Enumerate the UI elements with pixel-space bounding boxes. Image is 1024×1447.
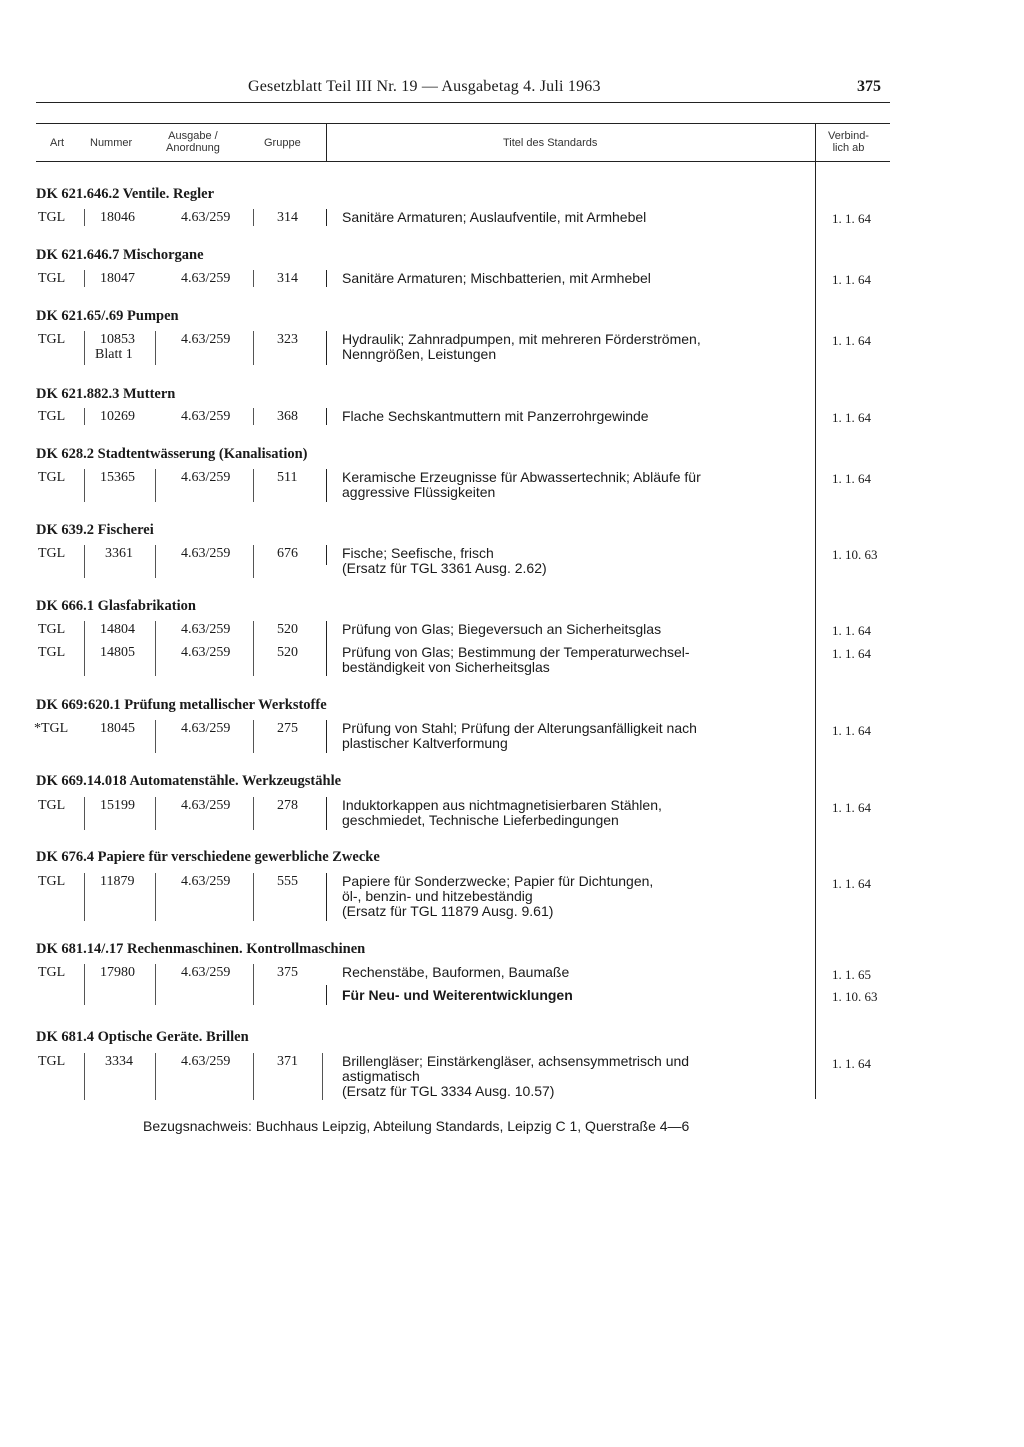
section-heading: DK 628.2 Stadtentwässerung (Kanalisation) (36, 446, 308, 462)
header-title: Gesetzblatt Teil III Nr. 19 — Ausgabetag 4. Juli 1963 (248, 78, 601, 95)
col-header-art: Art (50, 137, 65, 149)
row-ausgabe: 4.63/259 (181, 470, 231, 485)
row-gruppe: 371 (277, 1054, 298, 1069)
row-art: TGL (38, 798, 66, 813)
section-heading: DK 621.646.7 Mischorgane (36, 247, 204, 263)
row-nummer: 11879 (100, 874, 135, 889)
row-date: 1. 1. 64 (832, 333, 871, 348)
row-art: TGL (38, 546, 66, 561)
row-art: *TGL (34, 721, 69, 736)
row-nummer: 18047 (100, 271, 135, 286)
col-header-titel: Titel des Standards (503, 137, 598, 149)
row-art: TGL (38, 332, 66, 347)
row-nummer: 10269 (100, 409, 135, 424)
row-nummer: 3334 (105, 1054, 133, 1069)
row-title-line: Prüfung von Glas; Bestimmung der Temperaturwechsel- (342, 644, 690, 660)
row-title-line: Sanitäre Armaturen; Auslaufventile, mit Armhebel (342, 209, 647, 225)
row-ausgabe: 4.63/259 (181, 721, 231, 736)
footer-note: Bezugsnachweis: Buchhaus Leipzig, Abteilung Standards, Leipzig C 1, Querstraße 4—6 (143, 1118, 690, 1134)
section-heading: DK 669:620.1 Prüfung metallischer Werkstoffe (36, 697, 327, 713)
row-ausgabe: 4.63/259 (181, 332, 231, 347)
row-art: TGL (38, 874, 66, 889)
row-ausgabe: 4.63/259 (181, 409, 231, 424)
row-gruppe: 511 (277, 470, 298, 485)
row-ausgabe: 4.63/259 (181, 1054, 231, 1069)
row-date: 1. 1. 64 (832, 646, 871, 661)
row-title-line: geschmiedet, Technische Lieferbedingungen (342, 812, 619, 828)
col-header-ausgabe-line1: Ausgabe / (168, 130, 218, 142)
row-date: 1. 1. 64 (832, 1056, 871, 1071)
row-art: TGL (38, 271, 66, 286)
section-heading: DK 681.14/.17 Rechenmaschinen. Kontrollmaschinen (36, 941, 366, 957)
section-heading: DK 676.4 Papiere für verschiedene gewerbliche Zwecke (36, 849, 380, 865)
row-date: 1. 1. 64 (832, 876, 871, 891)
row-nummer: 15365 (100, 470, 135, 485)
row-date: 1. 1. 64 (832, 723, 871, 738)
row-title-line: aggressive Flüssigkeiten (342, 484, 496, 500)
row-title-line: Prüfung von Stahl; Prüfung der Alterungsanfälligkeit nach (342, 720, 697, 736)
row-title-line: Brillengläser; Einstärkengläser, achsensymmetrisch und (342, 1053, 690, 1069)
row-title-line: Hydraulik; Zahnradpumpen, mit mehreren Förderströmen, (342, 331, 701, 347)
row-art: TGL (38, 470, 66, 485)
row-art: TGL (38, 1054, 66, 1069)
row-nummer: 17980 (100, 965, 135, 980)
row-title-line: Flache Sechskantmuttern mit Panzerrohrgewinde (342, 408, 649, 424)
row-gruppe: 520 (277, 645, 298, 660)
section-heading: DK 666.1 Glasfabrikation (36, 598, 196, 614)
row-date: 1. 10. 63 (832, 547, 878, 562)
row-title-line: Keramische Erzeugnisse für Abwassertechnik; Abläufe für (342, 469, 701, 485)
row-gruppe: 555 (277, 874, 298, 889)
section-heading: DK 621.65/.69 Pumpen (36, 308, 179, 324)
row-gruppe: 275 (277, 721, 298, 736)
row-art: TGL (38, 965, 66, 980)
row-art: TGL (38, 210, 66, 225)
row-date-note: 1. 10. 63 (832, 989, 878, 1004)
row-title-line: astigmatisch (342, 1068, 420, 1084)
row-gruppe: 314 (277, 271, 298, 286)
row-gruppe: 375 (277, 965, 298, 980)
date-column-divider (815, 124, 816, 1099)
row-nummer: 3361 (105, 546, 133, 561)
row-gruppe: 368 (277, 409, 298, 424)
row-ausgabe: 4.63/259 (181, 546, 231, 561)
row-gruppe: 676 (277, 546, 298, 561)
row-date: 1. 1. 64 (832, 211, 871, 226)
row-title-line: Nenngrößen, Leistungen (342, 346, 497, 362)
row-title-line: Rechenstäbe, Bauformen, Baumaße (342, 964, 570, 980)
col-header-verbindlich (828, 130, 869, 154)
row-nummer: 14805 (100, 645, 135, 660)
row-date: 1. 1. 64 (832, 800, 871, 815)
row-title-line: plastischer Kaltverformung (342, 735, 508, 751)
row-date: 1. 1. 65 (832, 967, 871, 982)
row-date: 1. 1. 64 (832, 272, 871, 287)
section-heading: DK 639.2 Fischerei (36, 522, 154, 538)
row-ausgabe: 4.63/259 (181, 965, 231, 980)
row-title-note: Für Neu- und Weiterentwicklungen (342, 987, 573, 1003)
header-divider-title (326, 124, 327, 162)
col-header-ausgabe-line2: Anordnung (166, 142, 220, 154)
row-ausgabe: 4.63/259 (181, 210, 231, 225)
row-nummer-blatt: Blatt 1 (95, 347, 133, 362)
row-nummer: 18046 (100, 210, 135, 225)
row-nummer: 14804 (100, 622, 135, 637)
row-gruppe: 323 (277, 332, 298, 347)
row-art: TGL (38, 622, 66, 637)
row-title-line: öl-, benzin- und hitzebeständig (342, 888, 533, 904)
row-title-line: Induktorkappen aus nichtmagnetisierbaren Stählen, (342, 797, 662, 813)
row-ausgabe: 4.63/259 (181, 645, 231, 660)
col-header-nummer: Nummer (90, 137, 133, 149)
row-date: 1. 1. 64 (832, 623, 871, 638)
page-number: 375 (857, 78, 881, 95)
section-heading: DK 669.14.018 Automatenstähle. Werkzeugstähle (36, 773, 342, 789)
row-gruppe: 520 (277, 622, 298, 637)
row-title-line: (Ersatz für TGL 3361 Ausg. 2.62) (342, 560, 547, 576)
col-header-gruppe: Gruppe (264, 137, 301, 149)
row-title-line: (Ersatz für TGL 3334 Ausg. 10.57) (342, 1083, 555, 1099)
row-title-line: (Ersatz für TGL 11879 Ausg. 9.61) (342, 903, 554, 919)
row-ausgabe: 4.63/259 (181, 622, 231, 637)
row-title-line: Sanitäre Armaturen; Mischbatterien, mit Armhebel (342, 270, 651, 286)
row-title-line: Papiere für Sonderzwecke; Papier für Dichtungen, (342, 873, 654, 889)
row-art: TGL (38, 409, 66, 424)
row-ausgabe: 4.63/259 (181, 874, 231, 889)
row-art: TGL (38, 645, 66, 660)
row-title-line: beständigkeit von Sicherheitsglas (342, 659, 550, 675)
table-top-rule (36, 123, 890, 124)
row-date: 1. 1. 64 (832, 471, 871, 486)
row-ausgabe: 4.63/259 (181, 798, 231, 813)
section-heading: DK 621.646.2 Ventile. Regler (36, 186, 215, 202)
section-heading: DK 681.4 Optische Geräte. Brillen (36, 1029, 249, 1045)
row-gruppe: 278 (277, 798, 298, 813)
row-nummer: 10853 (100, 332, 135, 347)
col-header-ausgabe (166, 130, 220, 154)
col-header-verbindlich-line1: Verbind- (828, 130, 869, 142)
row-gruppe: 314 (277, 210, 298, 225)
row-ausgabe: 4.63/259 (181, 271, 231, 286)
row-title-line: Fische; Seefische, frisch (342, 545, 494, 561)
row-nummer: 18045 (100, 721, 135, 736)
col-header-verbindlich-line2: lich ab (832, 142, 865, 154)
row-title-line: Prüfung von Glas; Biegeversuch an Sicherheitsglas (342, 621, 662, 637)
row-date: 1. 1. 64 (832, 410, 871, 425)
table-header-rule (36, 161, 890, 162)
section-heading: DK 621.882.3 Muttern (36, 386, 176, 402)
row-nummer: 15199 (100, 798, 135, 813)
header-rule (36, 102, 890, 103)
